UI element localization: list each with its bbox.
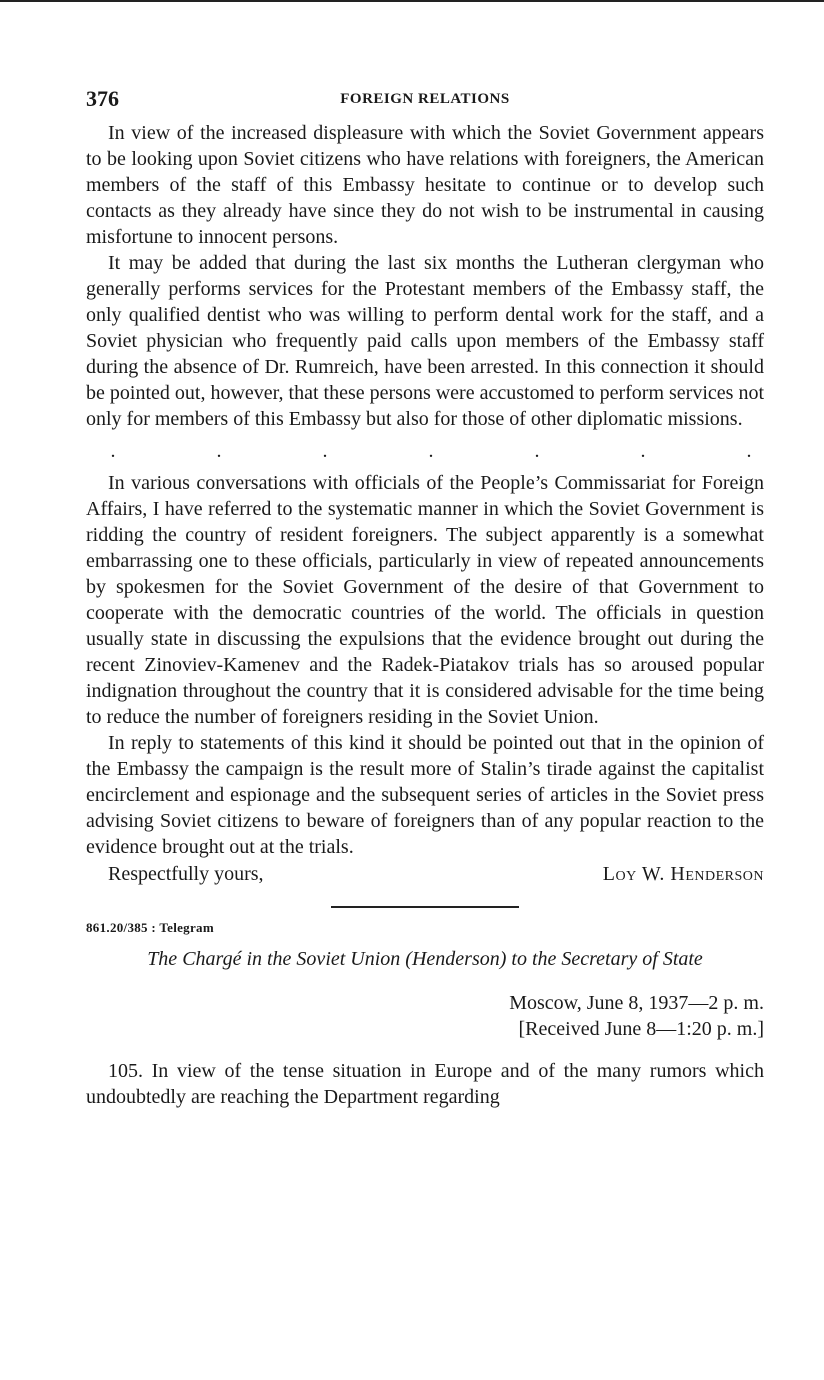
ellipsis-dot: . (428, 439, 434, 462)
salutation: Respectfully yours, (108, 863, 264, 885)
paragraph-3: In various conversations with officials of the People’s Commissariat for Foreign Affairs, I have referred to the systematic manner in which the Soviet Government is ridding the country of resident foreigners. The subject apparently is a somewhat embarrassing one to these officials, particularly in view of repeated announcements by spokesmen for the Soviet Government of the desire of that Government to cooperate with the democratic countries of the world. The officials in question usually state in discussing the expulsions that the evidence brought out during the recent Zinoviev-Kamenev and the Radek-Piatakov trials has so aroused popular indignation throughout the country that it is considered advisable for the time being to reduce the number of foreigners residing in the Soviet Union. (86, 472, 764, 728)
section-divider (331, 906, 519, 908)
ellipsis-dot: . (110, 439, 116, 462)
signature: Loy W. Henderson (602, 863, 764, 885)
page-body (86, 120, 764, 1110)
running-head: FOREIGN RELATIONS (340, 91, 510, 107)
received-line: [Received June 8—1:20 p. m.] (518, 1018, 764, 1040)
letter-closing (86, 860, 764, 888)
ellipsis-dot: . (322, 439, 328, 462)
page-number: 376 (86, 86, 119, 111)
file-reference: 861.20/385 : Telegram (86, 920, 214, 935)
ellipsis-dot: . (534, 439, 540, 462)
ellipsis-dot: . (746, 439, 752, 462)
document-title: The Chargé in the Soviet Union (Henderson) to the Secretary of State (147, 948, 703, 970)
spacer (86, 1042, 764, 1058)
paragraph-4: In reply to statements of this kind it should be pointed out that in the opinion of the Embassy the campaign is the result more of Stalin’s tirade against the capitalist encirclement and espionage and the subsequent series of articles in the Soviet press advising Soviet citizens to beware of foreigners than of any popular reaction to the evidence brought out at the trials. (86, 732, 764, 858)
telegram-body: 105. In view of the tense situation in Europe and of the many rumors which undoubtedly are reaching the Department regarding (86, 1060, 764, 1108)
paragraph-2: It may be added that during the last six months the Lutheran clergyman who generally performs services for the Protestant members of the Embassy staff, the only qualified dentist who was willing to perform dental work for the staff, and a Soviet physician who frequently paid calls upon members of the Embassy staff during the absence of Dr. Rumreich, have been arrested. In this connection it should be pointed out, however, that these persons were accustomed to perform services not only for members of this Embassy but also for those of other diplomatic missions. (86, 252, 764, 430)
ellipsis-dot: . (640, 439, 646, 462)
omission-ellipsis (86, 432, 764, 470)
paragraph-1: In view of the increased displeasure with which the Soviet Government appears to be looking upon Soviet citizens who have relations with foreigners, the American members of the staff of this Embassy hesitate to continue or to develop such contacts as they already have since they do not wish to be instrumental in causing misfortune to innocent persons. (86, 122, 764, 248)
dateline: Moscow, June 8, 1937—2 p. m. (509, 992, 764, 1014)
ellipsis-dot: . (216, 439, 222, 462)
page-header (86, 86, 764, 116)
top-border-rule (0, 0, 824, 2)
